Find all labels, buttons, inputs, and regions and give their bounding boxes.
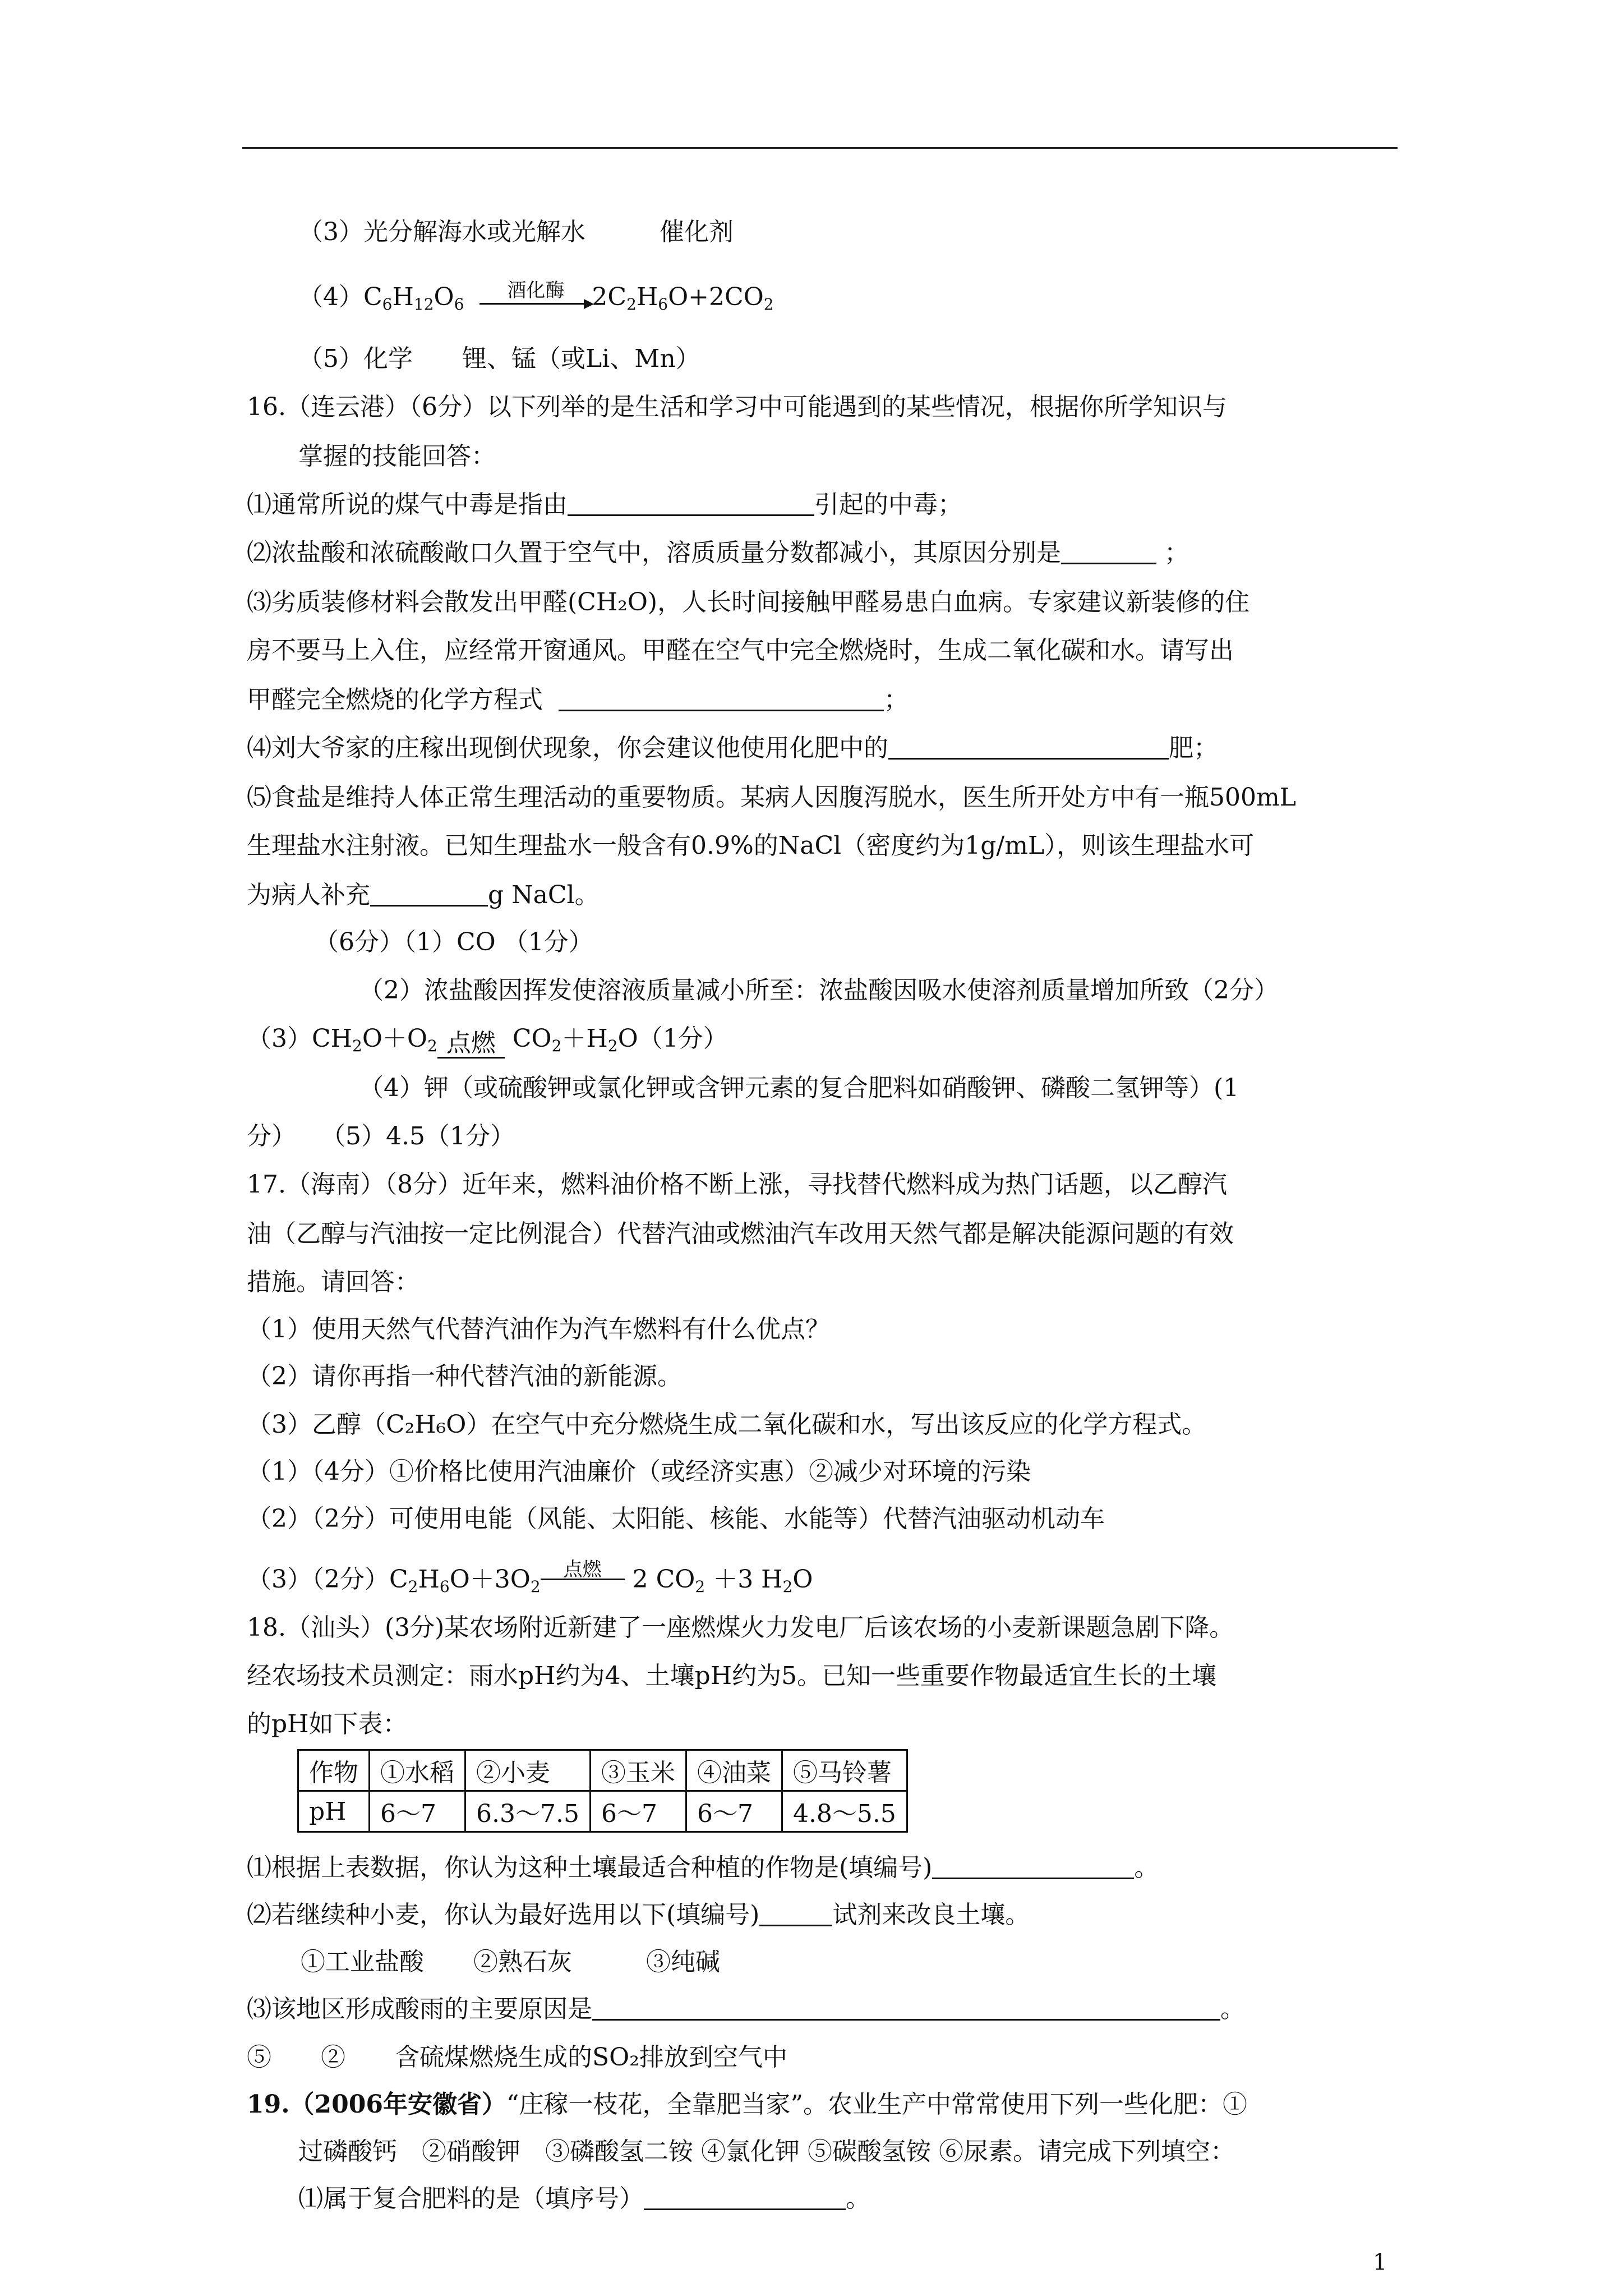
table-cell: ①水稻 bbox=[370, 1750, 465, 1791]
question16-part5-cont2: 为病人补充 g NaCl。 bbox=[247, 881, 600, 909]
answer17-line1: （1）（4分）①价格比使用汽油廉价（或经济实惠）②减少对环境的污染 bbox=[247, 1457, 1031, 1486]
table-cell: ④油菜 bbox=[686, 1750, 782, 1791]
question18-stem: 18.（汕头）(3分)某农场附近新建了一座燃煤火力发电厂后该农场的小麦新课题急剧下降。 bbox=[247, 1613, 1234, 1642]
answer16-line3: $(3)CH_2O+O_2$ 点燃 $CO_2+H_2O(1$分） bbox=[247, 1024, 728, 1057]
table-cell: 6～7 bbox=[686, 1791, 782, 1832]
question17-part1: （1）使用天然气代替汽油作为汽车燃料有什么优点？ bbox=[247, 1315, 830, 1343]
table-cell: pH bbox=[298, 1791, 370, 1832]
question16-part2: ⑵浓盐酸和浓硫酸敞口久置于空气中，溶质质量分数都减小，其原因分别是 ； bbox=[247, 539, 1189, 567]
table-cell: 6～7 bbox=[370, 1791, 465, 1832]
answer15-line5: （5）化学 锂、锰（或Li、Mn） bbox=[298, 344, 700, 373]
question17-stem-cont: 油（乙醇与汽油按一定比例混合）代替汽油或燃油汽车改用天然气都是解决能源问题的有效 bbox=[247, 1220, 1234, 1248]
answer-blank[interactable] bbox=[370, 880, 488, 907]
table-cell: 6～7 bbox=[590, 1791, 686, 1832]
header-rule bbox=[242, 147, 1398, 149]
answer-blank[interactable] bbox=[1061, 538, 1156, 564]
table-cell: 作物 bbox=[298, 1750, 370, 1791]
question16-part3-cont2: 甲醛完全燃烧的化学方程式 ； bbox=[247, 685, 909, 714]
question17-part3: （3）乙醇（C₂H₆O）在空气中充分燃烧生成二氧化碳和水，写出该反应的化学方程式。 bbox=[247, 1410, 1207, 1439]
answer18: ⑤ ② 含硫煤燃烧生成的SO₂排放到空气中 bbox=[247, 2043, 787, 2072]
answer-blank[interactable] bbox=[568, 490, 814, 516]
answer-blank[interactable] bbox=[932, 1853, 1134, 1879]
answer-blank[interactable] bbox=[759, 1900, 832, 1926]
question16-part4: ⑷刘大爷家的庄稼出现倒伏现象，你会建议他使用化肥中的 肥； bbox=[247, 734, 1218, 762]
reaction-arrow: 酒化酶 bbox=[479, 280, 592, 305]
answer16-line2: （2）浓盐酸因挥发使溶液质量减小所至：浓盐酸因吸水使溶剂质量增加所致（2分） bbox=[359, 976, 1279, 1005]
table-cell: ③玉米 bbox=[590, 1750, 686, 1791]
table-row bbox=[298, 1791, 907, 1832]
reaction-condition: 点燃 bbox=[541, 1563, 625, 1588]
answer17-line2: （2）（2分）可使用电能（风能、太阳能、核能、水能等）代替汽油驱动机动车 bbox=[247, 1504, 1105, 1533]
question18-part1: ⑴根据上表数据，你认为这种土壤最适合种植的作物是(填编号) 。 bbox=[247, 1853, 1159, 1882]
question16-stem-cont: 掌握的技能回答： bbox=[298, 442, 496, 471]
question18-stem-cont2: 的pH如下表： bbox=[247, 1710, 408, 1738]
answer-blank[interactable] bbox=[592, 1994, 1220, 2021]
question16-part3: ⑶劣质装修材料会散发出甲醛(CH₂O)，人长时间接触甲醛易患白血病。专家建议新装修的住 bbox=[247, 588, 1250, 616]
answer16-line5: 分） （5）4.5（1分） bbox=[247, 1122, 515, 1151]
question19-stem: 19.（2006年安徽省）“庄稼一枝花，全靠肥当家”。农业生产中常常使用下列一些化肥：① bbox=[247, 2090, 1248, 2119]
question17-stem: 17.（海南）（8分）近年来，燃料油价格不断上涨，寻找替代燃料成为热门话题，以乙醇汽 bbox=[247, 1170, 1227, 1199]
answer16-line1: （6分）（1）CO （1分） bbox=[314, 928, 593, 956]
question19-part1: ⑴属于复合肥料的是（填序号） 。 bbox=[298, 2184, 870, 2213]
table-cell: 6.3～7.5 bbox=[465, 1791, 591, 1832]
question18-stem-cont: 经农场技术员测定：雨水pH约为4、土壤pH约为5。已知一些重要作物最适宜生长的土壤 bbox=[247, 1662, 1217, 1690]
answer-blank[interactable] bbox=[888, 733, 1169, 760]
question18-part2: ⑵若继续种小麦，你认为最好选用以下(填编号) 试剂来改良土壤。 bbox=[247, 1901, 1030, 1929]
question19-stem-cont: 过磷酸钙 ②硝酸钾 ③磷酸氢二铵 ④氯化钾 ⑤碳酸氢铵 ⑥尿素。请完成下列填空： bbox=[298, 2137, 1235, 2166]
answer-blank[interactable] bbox=[559, 685, 884, 711]
table-cell: 4.8～5.5 bbox=[782, 1791, 907, 1832]
question16-part5: ⑸食盐是维持人体正常生理活动的重要物质。某病人因腹泻脱水，医生所开处方中有一瓶500mL bbox=[247, 783, 1296, 812]
answer-blank[interactable] bbox=[644, 2184, 846, 2210]
question18-options: ①工业盐酸 ②熟石灰 ③纯碱 bbox=[301, 1948, 720, 1976]
answer15-line4: $(4)C_6H_{12}O_6$ 酒化酶 $2C_2H_6O+2CO_2$ bbox=[298, 279, 774, 314]
question18-part3: ⑶该地区形成酸雨的主要原因是 。 bbox=[247, 1995, 1245, 2023]
question16-part1: ⑴通常所说的煤气中毒是指由 引起的中毒； bbox=[247, 490, 962, 519]
answer16-line4: （4）钾（或硫酸钾或氯化钾或含钾元素的复合肥料如硝酸钾、磷酸二氢钾等）(1 bbox=[359, 1074, 1239, 1102]
question16-part5-cont: 生理盐水注射液。已知生理盐水一般含有0.9%的NaCl（密度约为1g/mL），则该生理盐水可 bbox=[247, 831, 1255, 860]
table-cell: ⑤马铃薯 bbox=[782, 1750, 907, 1791]
reaction-condition: 点燃 bbox=[437, 1028, 505, 1052]
question16-stem: 16.（连云港）（6分）以下列举的是生活和学习中可能遇到的某些情况，根据你所学知识与 bbox=[247, 393, 1227, 421]
question17-stem-cont2: 措施。请回答： bbox=[247, 1268, 419, 1296]
table-cell: ②小麦 bbox=[465, 1750, 591, 1791]
page-number: 1 bbox=[1373, 2249, 1387, 2275]
answer17-line3: （3）（2分）$C_2H_6O+3O_2$ 点燃 2 $CO_2 +3$ $H_2O$ bbox=[247, 1558, 813, 1596]
question17-part2: （2）请你再指一种代替汽油的新能源。 bbox=[247, 1362, 682, 1391]
table-row bbox=[298, 1750, 907, 1791]
question16-part3-cont: 房不要马上入住，应经常开窗通风。甲醛在空气中完全燃烧时，生成二氧化碳和水。请写出 bbox=[247, 636, 1234, 665]
answer15-line3: （3）光分解海水或光解水 催化剂 bbox=[298, 218, 734, 246]
crop-ph-table bbox=[297, 1749, 908, 1833]
